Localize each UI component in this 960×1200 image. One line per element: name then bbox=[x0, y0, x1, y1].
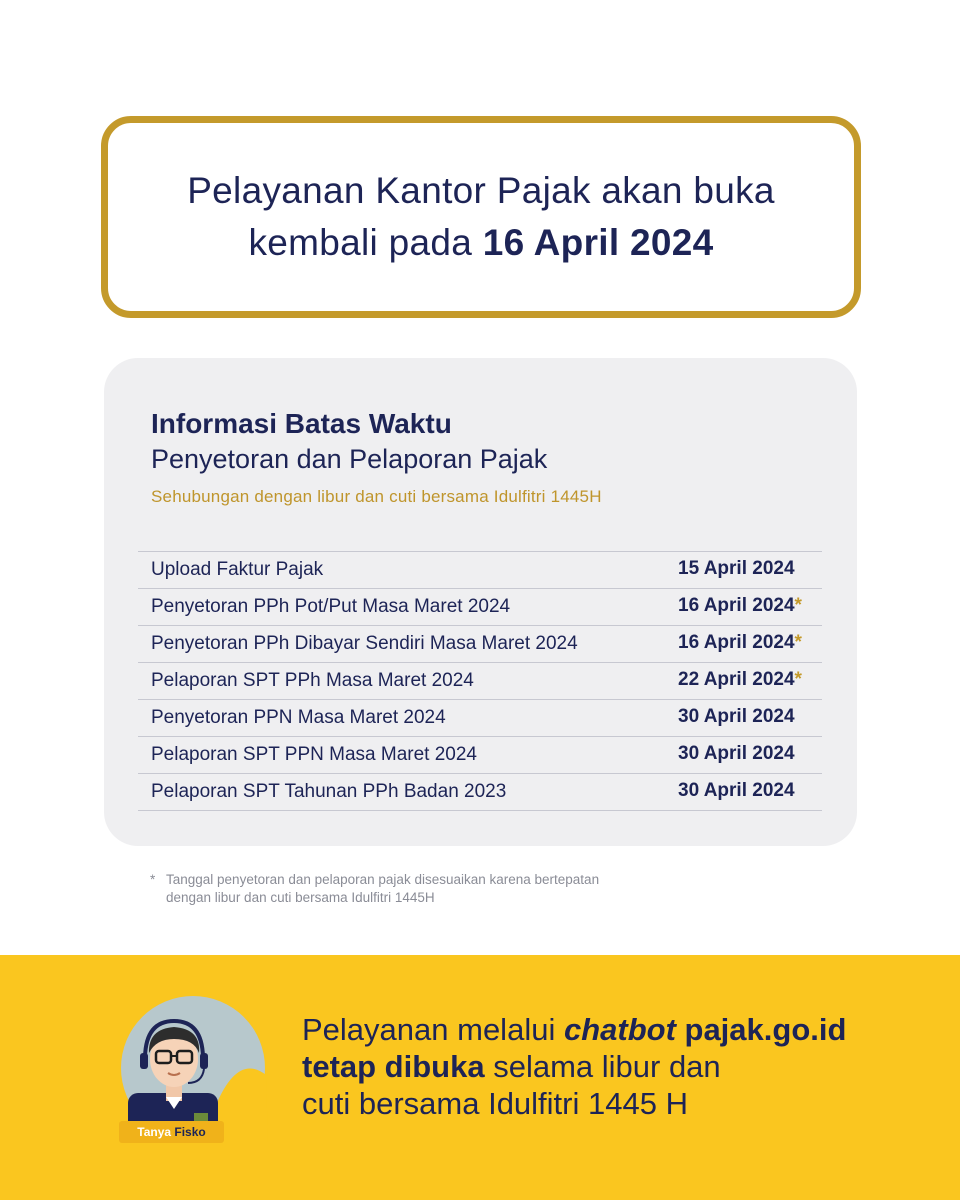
table-row bbox=[138, 737, 822, 774]
row-label: Upload Faktur Pajak bbox=[151, 559, 324, 580]
deadline-info-card bbox=[104, 358, 857, 846]
asterisk-mark: * bbox=[794, 632, 802, 653]
asterisk-mark: * bbox=[794, 595, 802, 616]
announcement-text bbox=[187, 165, 775, 269]
row-date: 16 April 2024* bbox=[678, 632, 802, 653]
table-row bbox=[138, 700, 822, 737]
row-date: 30 April 2024 bbox=[678, 780, 795, 801]
row-label: Pelaporan SPT PPN Masa Maret 2024 bbox=[151, 744, 477, 765]
banner-text: Pelayanan melalui chatbot pajak.go.id tetap dibuka selama libur dan cuti bersama Idulfitri 1445 H bbox=[302, 1012, 847, 1121]
row-label: Penyetoran PPh Pot/Put Masa Maret 2024 bbox=[151, 596, 511, 617]
table-row bbox=[138, 626, 822, 663]
footnote bbox=[150, 871, 636, 907]
deadline-table bbox=[138, 551, 822, 811]
tanya-fisko-badge: Tanya Fisko bbox=[119, 1121, 224, 1143]
footnote-text: Tanggal penyetoran dan pelaporan pajak disesuaikan karena bertepatan dengan libur dan cuti bersama Idulfitri 1445H bbox=[166, 872, 600, 905]
row-label: Pelaporan SPT Tahunan PPh Badan 2023 bbox=[151, 781, 507, 802]
table-row bbox=[138, 552, 822, 589]
chatbot-word: chatbot bbox=[563, 1012, 676, 1047]
table-row bbox=[138, 663, 822, 700]
site-link: pajak.go.id bbox=[675, 1012, 847, 1047]
info-subtitle: Penyetoran dan Pelaporan Pajak bbox=[151, 444, 548, 474]
row-label: Penyetoran PPh Dibayar Sendiri Masa Maret 2024 bbox=[151, 633, 578, 654]
row-label: Penyetoran PPN Masa Maret 2024 bbox=[151, 707, 446, 728]
info-title: Informasi Batas Waktu bbox=[151, 408, 452, 439]
open-text: tetap dibuka bbox=[302, 1049, 485, 1084]
announcement-box bbox=[101, 116, 861, 318]
row-date: 22 April 2024* bbox=[678, 669, 802, 690]
announcement-date: 16 April 2024 bbox=[482, 222, 714, 263]
chatbot-banner bbox=[0, 955, 960, 1200]
announcement-line1: Pelayanan Kantor Pajak akan buka bbox=[187, 170, 775, 211]
row-label: Pelaporan SPT PPh Masa Maret 2024 bbox=[151, 670, 474, 691]
info-note: Sehubungan dengan libur dan cuti bersama Idulfitri 1445H bbox=[151, 487, 602, 506]
row-date: 30 April 2024 bbox=[678, 743, 795, 764]
row-date: 15 April 2024 bbox=[678, 558, 795, 579]
row-date: 16 April 2024* bbox=[678, 595, 802, 616]
footnote-mark: * bbox=[150, 872, 156, 887]
asterisk-mark: * bbox=[794, 669, 802, 690]
table-row bbox=[138, 589, 822, 626]
row-date: 30 April 2024 bbox=[678, 706, 795, 727]
table-row bbox=[138, 774, 822, 811]
announcement-line2: kembali pada bbox=[248, 222, 483, 263]
